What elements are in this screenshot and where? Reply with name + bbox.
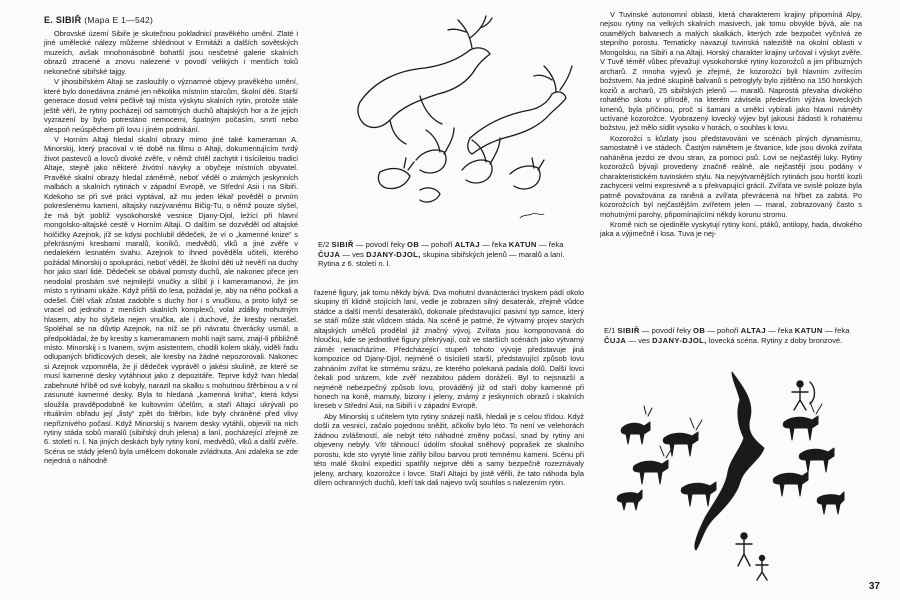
page-number: 37	[868, 581, 880, 592]
deer-herd-engraving	[320, 10, 582, 232]
caption-text: — povodí řeky	[355, 240, 405, 249]
caption-keyword: KATUN	[794, 326, 823, 335]
caption-keyword: ALTAJ	[454, 240, 481, 249]
hunting-scene-engraving	[604, 368, 862, 586]
paragraph: řazené figury, jak tomu někdy bývá. Dva mohutní dvanácteráci tryskem pádí okolo skupiny tří klidně stojících laní, vedle je zobrazen silný desaterák, zřejmě vůdce stádce a další menší desateráků, dokonale představující pasivní typ samce, který se stáří může stát vůdcem stáda. Na scéně je patrné, že výtvarný projev starých altajských umělců prodělal již značný vývoj. Zvířata jsou komponovaná do hloučku, kde se jednotlivé figury překrývají, což ve starších scénách jako výtvarný záměr nenacházíme. Předcházející stupeň tohoto vývoje představuje jiná kompozice od Djany-Djol, nejméně o tisíciletí starší, představující způsob lovu zahnáním zvířat ke strmému srázu, ze kterého polekaná padala dolů. Další lovci čekali pod srázem, kde zvěř nezabitou pádem doráželi. Byl to nejsnazší a nejméně nebezpečný způsob lovu, prováděný již od staří doby kamenné při honech na koně, mamuty, bizony i jeleny, známý z jeskynních obrazů i skalních kreseb v Střední Asii, na Sibiři i v západní Evropě.	[314, 288, 584, 411]
figure-caption-e1	[604, 326, 859, 345]
caption-text: — pohoří	[421, 240, 453, 249]
section-heading	[44, 14, 298, 26]
caption-keyword: OB	[407, 240, 420, 249]
caption-keyword: ČUJA	[604, 335, 627, 345]
caption-text: — ves	[342, 249, 364, 259]
caption-text: — povodí řeky	[641, 326, 691, 335]
caption-keyword: ČUJA	[318, 249, 341, 259]
caption-text: — řeka	[482, 240, 507, 249]
caption-text: — ves	[628, 335, 650, 345]
text-column-middle	[314, 288, 584, 489]
caption-keyword: SIBIŘ	[331, 240, 354, 249]
caption-code: E/1	[604, 326, 616, 335]
text-column-left	[44, 14, 298, 467]
caption-text: — pohoří	[707, 326, 739, 335]
text-column-right	[600, 10, 862, 240]
paragraph: Kozorožci s kůzlaty jsou představováni ve scénách plných dynamismu, samostatně i ve stádech. Častým námětem je štvanice, kde jsou divoká zvířata naháněna jezdci ze dvou stran, za pomoci psů. Lovi se nejčastěji luky. Rytiny kozorožců bývají provedeny značně reálně, ale nejčastěji jsou podány v charakteristickém tuvinském stylu. Na nejvýtvarnějších rytinách jsou horští kozli zachyceni velmi expresivně a s překvapující grácií. Zvířata ve svislé poloze byla patrně považována za raněná a zvířata převrácená na hřbet za zabitá. Po kozorožcích byl nejčastějším zvířetem jelen — maral, zobrazovaný často s mohutnými parohy, připomínajícími někdy korunu stromu.	[600, 133, 862, 219]
caption-text: — řeka	[538, 240, 564, 249]
section-map-reference: (Mapa E 1—542)	[84, 15, 154, 25]
caption-text: skupina sibiřských jelenů — maralů a laní. Rytina z 6. století n. l.	[318, 249, 565, 269]
paragraph: Kromě nich se ojediněle vyskytují rytiny koní, ptáků, antilopy, hada, divokého jaka a výjimečně i losa. Tuva je nej-	[600, 219, 862, 239]
section-title: E. SIBIŘ	[44, 15, 82, 25]
paragraph: Obrovské území Sibiře je skutečnou pokladnicí pravěkého umění. Zlaté i jiné umělecké nálezy můžeme shlédnout v Ermitáži a dalších sovětských muzeích, avšak mnohonásobně bohatší jsou nesčetné galerie skalních obrazů ztracené a znovu nalezené v povodí velikých i menších toků nekonečné sibiřské tajgy.	[44, 29, 298, 76]
paragraph: V Tuvinské autonomní oblasti, která charakterem krajiny připomíná Alpy, nejsou rytiny na velkých skalních masivech, jak tomu obvykle bývá, ale na osamělých balvanech a malých skalkách, kterých zde bezpočet vyčnívá ze stepního porostu. Tematicky navazují tuvinská naleziště na okolní oblasti v Mongolsku, na Sibiři a na Altaji. Horský charakter krajiny určoval i výskyt zvěře. V Tuvě téměř vůbec převažují vysokohorské rytiny kozorožců a jim příbuzných archarů. Z mnoha vyjevů je zřejmé, že kozorožci byli hlavním zvířecím božstvem. Na jedné skupině balvanů s petroglyfy bylo zjištěno na 150 horských koziů a archarů, 25 sibiřských jelenů — maralů. Naprostá převaha divokého rohatého skotu v přírodě, na kterém závisela především výživa loveckých kmenů, byla příčinou, proč si šamani a umělci vybírali jako hlavní náměty uctívané kozorožce. Vyobrazený lovecký výjev byl jakousi žádostí k rohatému božstvu, jež mělo sídlit vysoko v horách, o souhlas k lovu.	[600, 10, 862, 133]
paragraph: Aby Minorskij s učitelem tyto rytiny snázeji našli, hledali je s celou třídou. Když došli za vesnicí, začalo pojednou sněžit, ačkoliv bylo léto. To není ve velehorách žádnou zvláštností, ale nebýt této náhodné změny počasí, snad by rytiny ani objeveny nebyly. Vítr táhnoucí údolím sfoukal sněhový poprašek ze skalního porostu, kde sto vyryté linie zářily bílou barvou proti temnému kameni. Scénu při této malé školní expedici spatřily nejprve děti a samy bezpečně rozeznávaly jeleny, archary, kozorožce i lovce. Staří Altajci by jistě věřili, že tato náhoda byla dílem ochranných duchů, kteří tak dali najevo svůj souhlas s nalezením rytin.	[314, 411, 584, 488]
figure-caption-e2	[318, 240, 580, 269]
caption-text: lovecká scéna. Rytiny z doby bronzové.	[708, 335, 843, 345]
caption-keyword: ALTAJ	[740, 326, 767, 335]
caption-code: E/2	[318, 240, 330, 249]
caption-keyword: DJANY-DJOL,	[652, 335, 707, 345]
caption-keyword: OB	[693, 326, 706, 335]
caption-keyword: SIBIŘ	[617, 326, 640, 335]
caption-text: — řeka	[768, 326, 793, 335]
caption-keyword: DJANY-DJOL,	[366, 249, 421, 259]
paragraph: V Horním Altaji hledal skalní obrazy mimo jiné také kameraman A. Minorskij, který pracoval v té době na filmu o Altaji, dokumentujícím tvrdý život pastevců a lovců divoké zvěře, v němž chtěl zachytit i tisíciletou tradici Altaje, stejně jako některé živótní návyky a obyčeje místních obyvatel. Pravěké skalní obrazy hledal záměrně, neboť věděl o známých jeskynních malbách a skalních rytinách v západní Evropě, ve Střední Asii i na Sibiři. Kdekoho se při své práci vyptával, až mu jeden lékař pověděl o prvním pokreslenému kameni, altajsky nazývanému Bičig-Tu, o němž pouze slyšel, že má být poblíž vysokohorské vesnice Djany-Djol, ležící při hlavní mongolsko-altajské cestě v Horním Altaji. O dalším se dozvěděl od altajské holčičky Azejnok, jíž se kdysi pochlubil dědeček, že ví o „kamenné knize“ s překrásnými kresbami maralů, koníků, medvědů, vlků a jiné zvěře v nedalekém lesnatém svahu. Azejnok to ihned pověděla učiteli, kterého požádal Minorskij o spolupráci, neboť věděl, že školní děti už nevěří na duchy hor jako starí lidé. Dědeček se obával pomsty duchů, ale nakonec přece jen neodolal prosbám své nejmilejší vnučky a slíbil ji i kameramanovi, že jim místo s rytinami ukáže. Když přišli do lesa, požádal je, aby na něho počkali a odešel. Čtěl však zůstat zadobře s duchy hor i s vnučkou, a proto když se vracel od jednoho z menších skalních komplexů, volal zdálky mohutným hlasem, aby ho slyšela nejen vnučka, ale i duchové, že kresby nenašel. Spoléhal se na důvtip Azejnok, na níž se při návratu čtverácky usmál, a předpokládal, že by kresby s kameramanem mohli najít sami, znají-li přibližně místo. Minorskij i s Ivanem, svým asistentem, chodili kolem skály, viděli řadu odlupaných břidlicových desek, ale kresby na žádné nepozorovali. Nakonec si Azejnok vzpomněla, že jí dědeček vyprávěl o jakési skulině, ze které se musí kamenné desky vytáhnout jako z depozitáře. Teprve když Ivan hledal zabehnuté hříbě od své kobyly, narazil na skalku s mohutnou štěrbinou a v ní zasunuté kamenné desky. Byla to hledaná „kamenná kniha“, která kdysi sloužila pravděpodobně ke kultovním účelům, a staří Altajci ukrývali po rituálním obřadu její „listy“ zpět do štěrbin, kde byly chráněné před vlivy nepříznivého počasí. Když Minorskij s Ivanem desky vytáhli, objevili na nich rytiny stáda sobů maralů (sibiřský druh jelena) a laní, pocházející zřejmě ze 6. století n. l. Na jiných deskách byly rytiny koní, medvědů, vlků a další zvěře. Scéna se stády jelenů byla umělcem dokonale zvládnuta. Ani zdaleka se zde nejedná o náhodně	[44, 134, 298, 466]
paragraph: V jihosibiřském Altaji se zasloužily o významné objevy pravěkého umění, které bylo donedávna známé jen několika místním starcům, školní děti. Starší generace dosud velmi pečlivě taji místa výskytu skalních rytin, protože stále ještě věří, že rytiny pocházejí od samotných duchů altajských hor a že jejich vyzrazení by bylo potrestáno nemocemi, špatným počasím, smrtí nebo alespoň neúspěchem při lovu i jiném podnikání.	[44, 77, 298, 134]
caption-text: — řeka	[824, 326, 850, 335]
caption-keyword: KATUN	[508, 240, 537, 249]
